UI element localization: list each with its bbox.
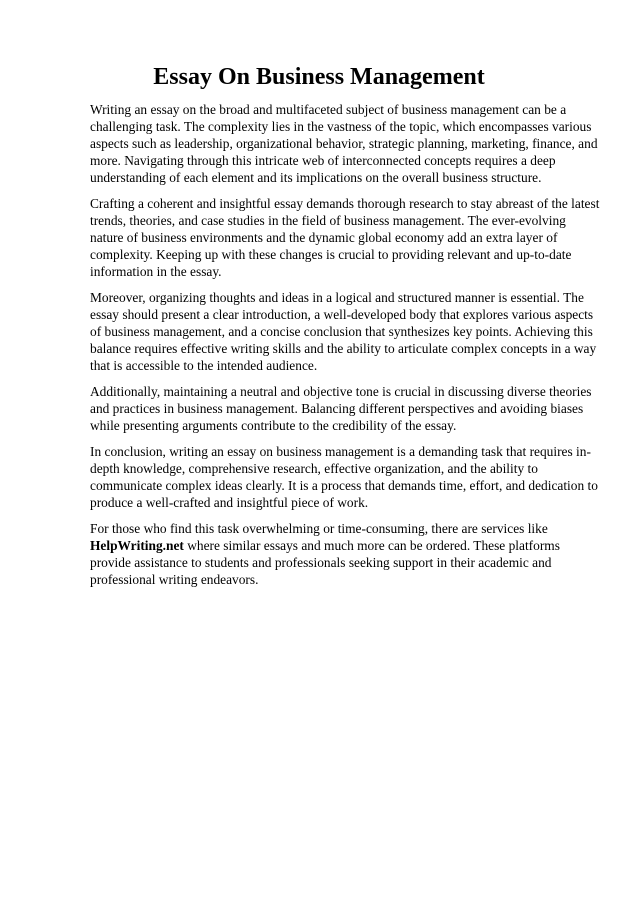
document-body (90, 101, 600, 588)
paragraph-5: In conclusion, writing an essay on business management is a demanding task that requires in-depth knowledge, comprehensive research, effective organization, and the ability to communicate complex ideas clearly. It is a process that demands time, effort, and dedication to produce a well-crafted and insightful piece of work. (90, 444, 598, 510)
helpwriting-link[interactable]: HelpWriting.net (90, 538, 184, 553)
paragraph-1: Writing an essay on the broad and multifaceted subject of business management can be a challenging task. The complexity lies in the vastness of the topic, which encompasses various aspects such as leadership, organizational behavior, strategic planning, marketing, finance, and more. Navigating through this intricate web of interconnected concepts requires a deep understanding of each element and its implications on the overall business structure. (90, 102, 598, 185)
paragraph-2: Crafting a coherent and insightful essay demands thorough research to stay abreast of the latest trends, theories, and case studies in the field of business management. The ever-evolving nature of business environments and the dynamic global economy add an extra layer of complexity. Keeping up with these changes is crucial to providing relevant and up-to-date information in the essay. (90, 196, 600, 279)
paragraph-6-text-before: For those who find this task overwhelming or time-consuming, there are services like (90, 521, 548, 536)
paragraph-6-text-after: where similar essays and much more can be ordered. These platforms provide assistance to students and professionals seeking support in their academic and professional writing endeavors. (90, 538, 560, 587)
paragraph-6 (90, 520, 600, 588)
paragraph-3: Moreover, organizing thoughts and ideas in a logical and structured manner is essential. The essay should present a clear introduction, a well-developed body that explores various aspects of business management, and a concise conclusion that synthesizes key points. Achieving this balance requires effective writing skills and the ability to articulate complex concepts in a way that is accessible to the intended audience. (90, 290, 597, 373)
paragraph-4: Additionally, maintaining a neutral and objective tone is crucial in discussing diverse theories and practices in business management. Balancing different perspectives and avoiding biases while presenting arguments contribute to the credibility of the essay. (90, 384, 592, 433)
document-title: Essay On Business Management (153, 64, 485, 90)
